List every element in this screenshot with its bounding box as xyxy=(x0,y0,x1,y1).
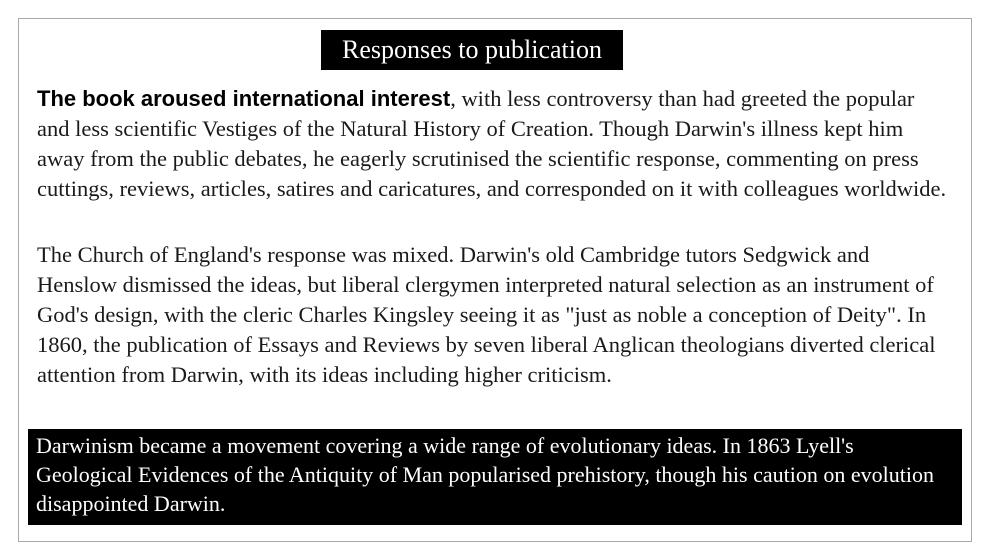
paragraph-body-text: , with less controversy than had greeted the popular and less scientific Vestiges of the Natural History of Creation. Though Darwin's illness kept him away from the public debates, he eagerly scrutinised the scientific response, commenting on press cuttings, reviews, articles, satires and caricatures, and corresponded on it with colleagues worldwide. xyxy=(37,86,947,201)
darwinism-callout-box: Darwinism became a movement covering a wide range of evolutionary ideas. In 1863 Lyell's Geological Evidences of the Antiquity of Man popularised prehistory, though his caution on evolution disappointed Darwin. xyxy=(28,429,962,525)
slide-title: Responses to publication xyxy=(321,30,623,70)
paragraph-international-interest xyxy=(37,84,952,204)
paragraph-lead-phrase: The book aroused international interest xyxy=(37,86,451,111)
paragraph-church-response: The Church of England's response was mixed. Darwin's old Cambridge tutors Sedgwick and Henslow dismissed the ideas, but liberal clergymen interpreted natural selection as an instrument of God's design, with the cleric Charles Kingsley seeing it as "just as noble a conception of Deity". In 1860, the publication of Essays and Reviews by seven liberal Anglican theologians diverted clerical attention from Darwin, with its ideas including higher criticism. xyxy=(37,242,936,387)
